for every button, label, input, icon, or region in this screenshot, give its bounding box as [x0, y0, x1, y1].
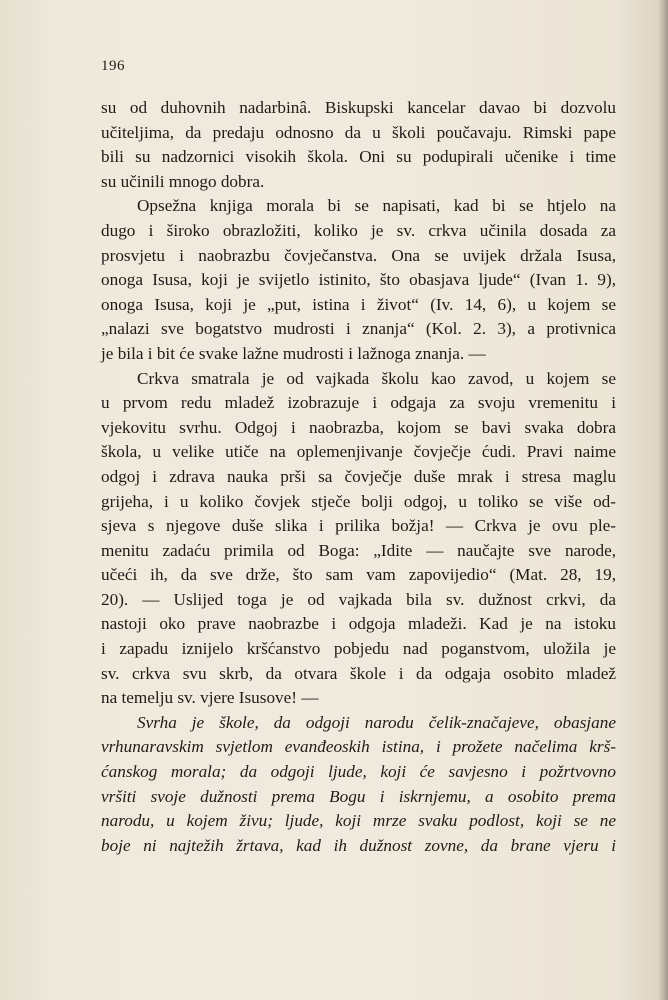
text-line: bili su nadzornici visokih škola. Oni su podupirali učenike i time — [101, 147, 616, 167]
text-line: vrhunaravskim svjetlom evanđeoskih istina, i prožete načelima krš- — [101, 737, 616, 757]
text-line: je bila i bit će svake lažne mudrosti i lažnoga znanja. — — [101, 343, 486, 363]
text-line: učiteljima, da predaju odnosno da u školi poučavaju. Rimski pape — [101, 122, 616, 142]
paragraph-italic — [101, 711, 616, 859]
body-text — [101, 96, 616, 858]
paragraph — [101, 96, 616, 194]
text-line: boje ni najtežih žrtava, kad ih dužnost zovne, da brane vjeru i — [101, 835, 616, 855]
text-line: nastoji oko prave naobrazbe i odgoja mladeži. Kad je na istoku — [101, 614, 616, 634]
text-line: vjekovitu svrhu. Odgoj i naobrazba, kojom se bavi svaka dobra — [101, 417, 616, 437]
text-line: vršiti svoje dužnosti prema Bogu i iskrnjemu, a osobito prema — [101, 786, 616, 806]
text-line: i zapadu iznijelo kršćanstvo pobjedu nad poganstvom, uložila je — [101, 639, 616, 659]
text-line: Opsežna knjiga morala bi se napisati, kad bi se htjelo na — [137, 196, 616, 216]
text-line: sjeva s njegove duše slika i prilika božja! — Crkva je ovu ple- — [101, 516, 616, 536]
page-number: 196 — [101, 58, 125, 74]
text-line: „nalazi sve bogatstvo mudrosti i znanja“ (Kol. 2. 3), a protivnica — [101, 319, 616, 339]
text-line: grijeha, i u koliko čovjek stječe bolji odgoj, u toliko se više od- — [101, 491, 616, 511]
text-line: su od duhovnih nadarbinâ. Biskupski kancelar davao bi dozvolu — [101, 98, 616, 117]
text-line: narodu, u kojem živu; ljude, koji mrze svaku podlost, koji se ne — [101, 811, 616, 831]
paragraph — [101, 194, 616, 366]
text-line: su učinili mnogo dobra. — [101, 171, 265, 191]
text-line: učeći ih, da sve drže, što sam vam zapovijedio“ (Mat. 28, 19, — [101, 565, 616, 585]
text-line: prosvjetu i naobrazbu čovječanstva. Ona se uvijek držala Isusa, — [101, 245, 616, 265]
text-line: menitu zadaću primila od Boga: „Idite — naučajte sve narode, — [101, 540, 616, 560]
text-line: onoga Isusa, koji je svijetlo istinito, što obasjava ljude“ (Ivan 1. 9), — [101, 270, 616, 290]
text-line: na temelju sv. vjere Isusove! — — [101, 688, 319, 708]
text-line: odgoj i zdrava nauka prši sa čovječje duše mrak i stresa maglu — [101, 466, 616, 486]
text-line: škola, u velike utiče na oplemenjivanje čovječje ćudi. Pravi naime — [101, 442, 616, 462]
paragraph — [101, 367, 616, 711]
text-line: onoga Isusa, koji je „put, istina i život“ (Iv. 14, 6), u kojem se — [101, 294, 616, 314]
text-line: ćanskog morala; da odgoji ljude, koji će savjesno i požrtvovno — [101, 762, 616, 782]
text-line: dugo i široko obrazložiti, koliko je sv. crkva učinila dosada za — [101, 220, 616, 240]
text-line: Crkva smatrala je od vajkada školu kao zavod, u kojem se — [137, 368, 616, 388]
text-line: 20). — Uslijed toga je od vajkada bila sv. dužnost crkvi, da — [101, 589, 616, 609]
text-line: sv. crkva svu skrb, da otvara škole i da odgaja osobito mladež — [101, 663, 616, 683]
text-line: u prvom redu mladež izobrazuje i odgaja za svoju vremenitu i — [101, 393, 616, 413]
page-edge-shadow — [658, 0, 668, 1000]
text-line: Svrha je škole, da odgoji narodu čelik-značajeve, obasjane — [137, 712, 616, 732]
